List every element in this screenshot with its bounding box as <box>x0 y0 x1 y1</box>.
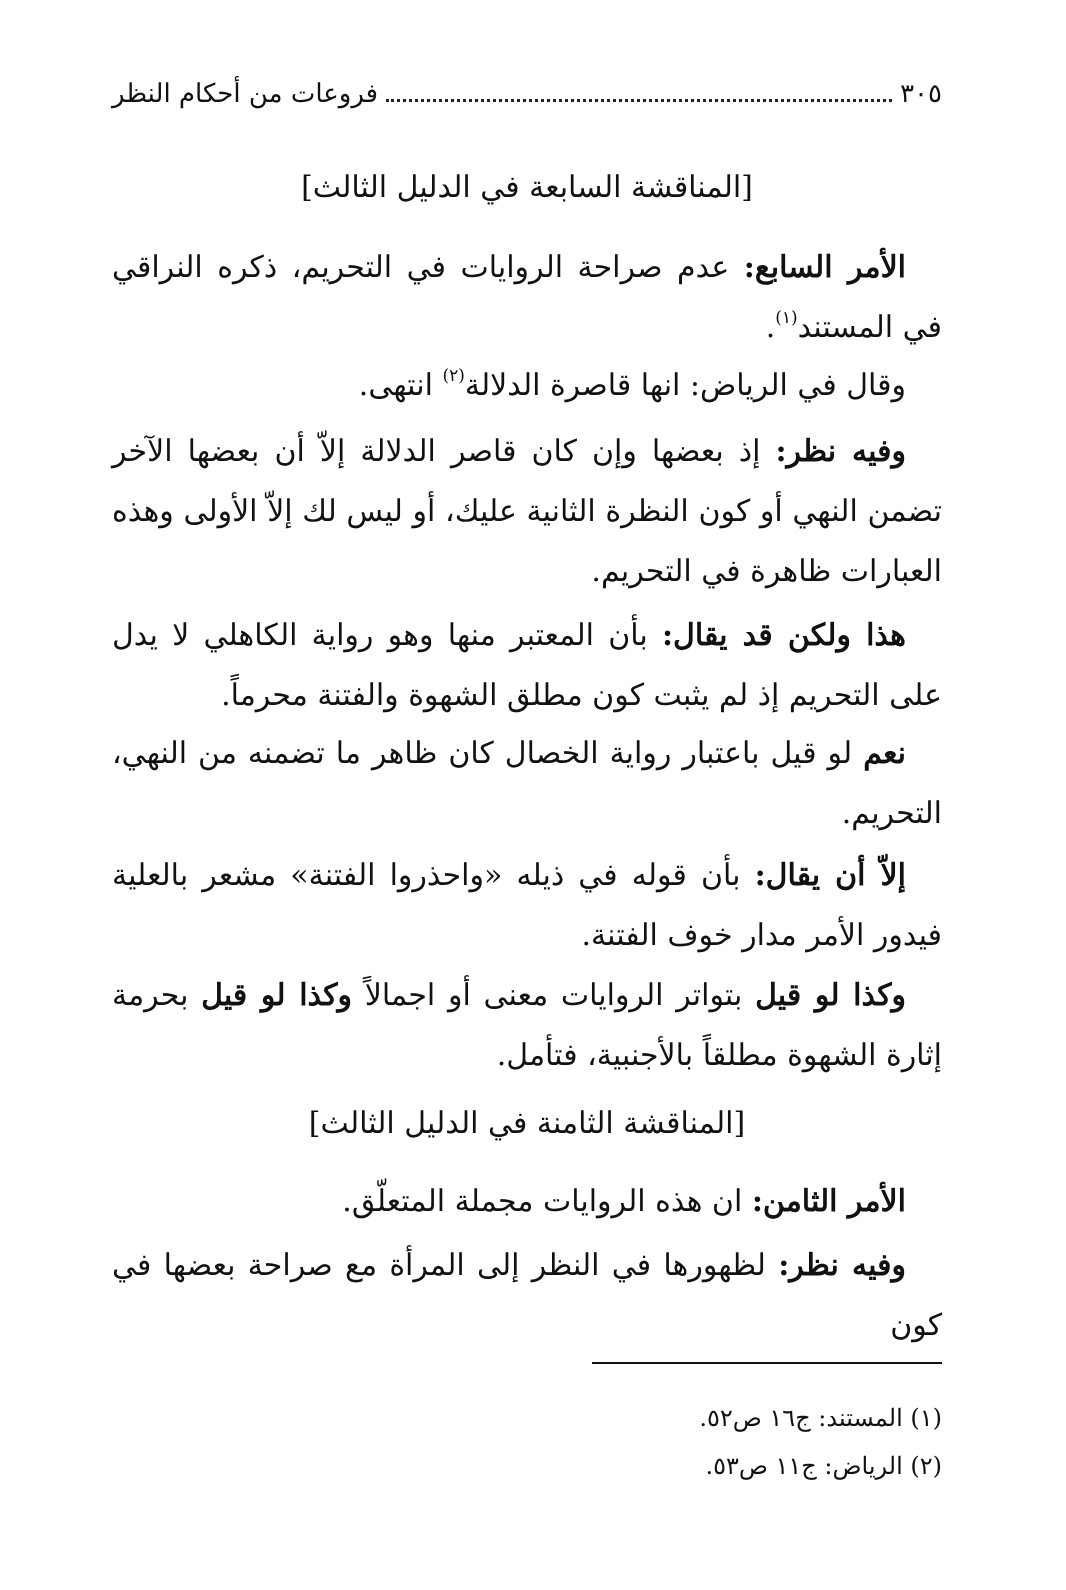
footnote-1: (١) المستند: ج١٦ ص٥٢. <box>699 1404 942 1432</box>
dotted-leader <box>386 99 892 102</box>
running-header <box>112 72 942 116</box>
paragraph-text: لو قيل باعتبار رواية الخصال كان ظاهر ما تضمنه من النهي، التحريم. <box>112 736 942 831</box>
paragraph-eighth-matter <box>112 1172 942 1232</box>
paragraph-text: وقال في الرياض: انها قاصرة الدلالة <box>464 368 906 403</box>
paragraph-text: بأن المعتبر منها وهو رواية الكاهلي لا يدل على التحريم إذ لم يثبت كون مطلق الشهوة والفتنة محرماً. <box>112 618 942 713</box>
page-number: ٣٠٥ <box>900 79 942 109</box>
paragraph-text: عدم صراحة الروايات في التحريم، ذكره النراقي في المستند <box>112 250 942 345</box>
section-heading-eighth: [المناقشة الثامنة في الدليل الثالث] <box>308 1106 746 1141</box>
lead-term-second: وكذا لو قيل <box>201 978 353 1013</box>
lead-term: وفيه نظر: <box>778 1248 906 1283</box>
lead-term: وفيه نظر: <box>775 434 906 469</box>
running-title: فروعات من أحكام النظر <box>112 79 379 109</box>
footnote-divider <box>592 1362 942 1364</box>
paragraph-text: بتواتر الروايات معنى أو اجمالاً <box>352 978 756 1013</box>
paragraph-end: . <box>765 310 776 345</box>
paragraph-text: ان هذه الروايات مجملة المتعلّق. <box>342 1184 752 1219</box>
paragraph-text: لظهورها في النظر إلى المرأة مع صراحة بعضها في كون <box>112 1248 942 1343</box>
lead-term: نعم <box>863 736 906 771</box>
paragraph-end: انتهى. <box>358 368 443 403</box>
paragraph-text: إذ بعضها وإن كان قاصر الدلالة إلاّ أن بعضها الآخر تضمن النهي أو كون النظرة الثانية عليك، أو ليس لك إلاّ الأولى وهذه العبارات ظاهرة في التحريم. <box>112 434 942 589</box>
paragraph-yes-if <box>112 724 942 844</box>
paragraph-seventh-matter <box>112 238 942 358</box>
section-heading-seventh: [المناقشة السابعة في الدليل الثالث] <box>301 170 753 205</box>
lead-term: إلاّ أن يقال: <box>754 858 906 893</box>
paragraph-riyadh-quote <box>112 356 942 416</box>
lead-term: الأمر السابع: <box>743 250 907 285</box>
lead-term: الأمر الثامن: <box>751 1184 906 1219</box>
paragraph-text-second: بحرمة إثارة الشهوة مطلقاً بالأجنبية، فتأمل. <box>112 978 942 1073</box>
paragraph-likewise <box>112 966 942 1086</box>
paragraph-however <box>112 606 942 726</box>
footnote-2: (٢) الرياض: ج١١ ص٥٣. <box>705 1452 942 1480</box>
footnote-marker-1[interactable]: (١) <box>775 308 798 328</box>
lead-term: وكذا لو قيل <box>755 978 906 1013</box>
footnote-marker-2[interactable]: (٢) <box>442 366 465 386</box>
paragraph-objection-one <box>112 422 942 602</box>
lead-term: هذا ولكن قد يقال: <box>661 618 906 653</box>
paragraph-objection-two <box>112 1236 942 1356</box>
paragraph-unless-said <box>112 846 942 966</box>
paragraph-text: بأن قوله في ذيله «واحذروا الفتنة» مشعر بالعلية فيدور الأمر مدار خوف الفتنة. <box>112 858 942 953</box>
